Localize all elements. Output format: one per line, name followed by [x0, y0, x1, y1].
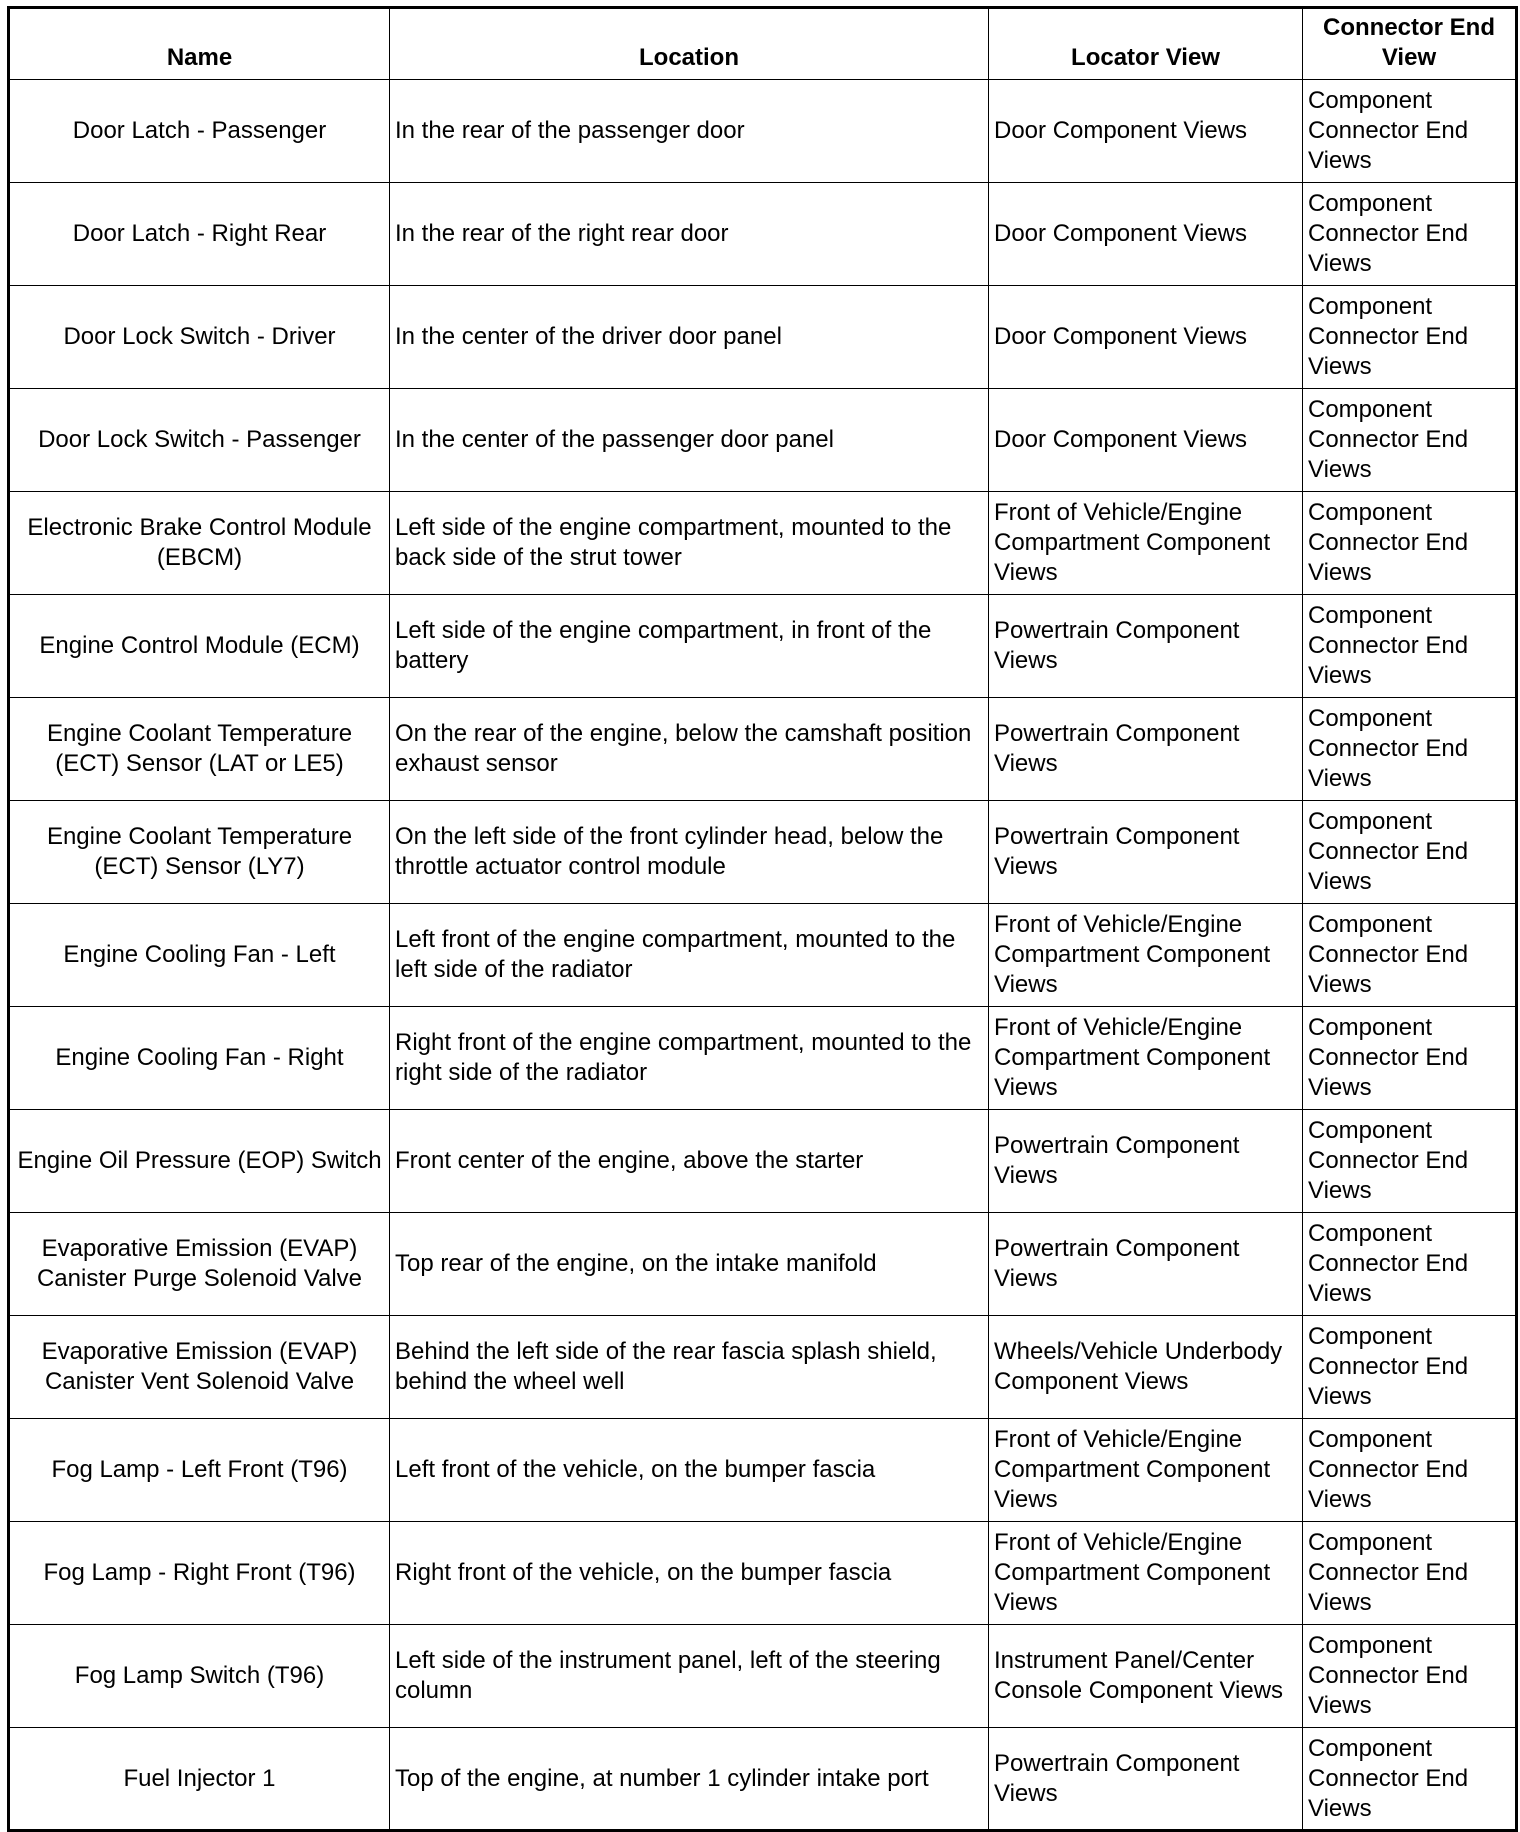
cell-location: Left side of the engine compartment, in front of the battery	[390, 595, 989, 698]
table-row	[9, 1625, 1517, 1728]
cell-location: On the left side of the front cylinder head, below the throttle actuator control module	[390, 801, 989, 904]
cell-name: Engine Coolant Temperature (ECT) Sensor (LAT or LE5)	[9, 698, 390, 801]
cell-name: Door Lock Switch - Driver	[9, 286, 390, 389]
cell-location: In the center of the passenger door panel	[390, 389, 989, 492]
cell-connector-end-view: Component Connector End Views	[1303, 801, 1517, 904]
cell-location: Top of the engine, at number 1 cylinder intake port	[390, 1728, 989, 1831]
cell-connector-end-view: Component Connector End Views	[1303, 1728, 1517, 1831]
cell-connector-end-view: Component Connector End Views	[1303, 183, 1517, 286]
cell-connector-end-view: Component Connector End Views	[1303, 389, 1517, 492]
cell-name: Fog Lamp Switch (T96)	[9, 1625, 390, 1728]
cell-connector-end-view: Component Connector End Views	[1303, 1419, 1517, 1522]
cell-connector-end-view: Component Connector End Views	[1303, 698, 1517, 801]
table-row	[9, 595, 1517, 698]
table-row	[9, 80, 1517, 183]
cell-location: Top rear of the engine, on the intake manifold	[390, 1213, 989, 1316]
cell-locator-view: Instrument Panel/Center Console Component Views	[989, 1625, 1303, 1728]
cell-connector-end-view: Component Connector End Views	[1303, 1110, 1517, 1213]
cell-name: Electronic Brake Control Module (EBCM)	[9, 492, 390, 595]
table-body	[9, 80, 1517, 1831]
cell-locator-view: Powertrain Component Views	[989, 801, 1303, 904]
cell-connector-end-view: Component Connector End Views	[1303, 286, 1517, 389]
cell-name: Engine Cooling Fan - Left	[9, 904, 390, 1007]
table-row	[9, 1007, 1517, 1110]
cell-connector-end-view: Component Connector End Views	[1303, 1213, 1517, 1316]
cell-location: In the center of the driver door panel	[390, 286, 989, 389]
table-row	[9, 1419, 1517, 1522]
cell-locator-view: Front of Vehicle/Engine Compartment Component Views	[989, 1522, 1303, 1625]
table-row	[9, 1110, 1517, 1213]
cell-location: Behind the left side of the rear fascia splash shield, behind the wheel well	[390, 1316, 989, 1419]
table-row	[9, 1522, 1517, 1625]
cell-locator-view: Front of Vehicle/Engine Compartment Component Views	[989, 904, 1303, 1007]
cell-locator-view: Front of Vehicle/Engine Compartment Component Views	[989, 492, 1303, 595]
cell-locator-view: Powertrain Component Views	[989, 698, 1303, 801]
cell-connector-end-view: Component Connector End Views	[1303, 80, 1517, 183]
cell-name: Fog Lamp - Right Front (T96)	[9, 1522, 390, 1625]
cell-name: Engine Oil Pressure (EOP) Switch	[9, 1110, 390, 1213]
header-connector-end-view: Connector End View	[1303, 8, 1517, 80]
cell-name: Door Latch - Right Rear	[9, 183, 390, 286]
cell-location: Front center of the engine, above the starter	[390, 1110, 989, 1213]
table-row	[9, 1316, 1517, 1419]
cell-location: In the rear of the passenger door	[390, 80, 989, 183]
cell-name: Fuel Injector 1	[9, 1728, 390, 1831]
cell-locator-view: Door Component Views	[989, 389, 1303, 492]
table-row	[9, 183, 1517, 286]
table-row	[9, 698, 1517, 801]
cell-location: In the rear of the right rear door	[390, 183, 989, 286]
cell-connector-end-view: Component Connector End Views	[1303, 1316, 1517, 1419]
header-locator-view: Locator View	[989, 8, 1303, 80]
cell-locator-view: Wheels/Vehicle Underbody Component Views	[989, 1316, 1303, 1419]
table-row	[9, 801, 1517, 904]
cell-location: Left front of the vehicle, on the bumper fascia	[390, 1419, 989, 1522]
cell-name: Evaporative Emission (EVAP) Canister Purge Solenoid Valve	[9, 1213, 390, 1316]
table-row	[9, 1213, 1517, 1316]
cell-connector-end-view: Component Connector End Views	[1303, 1007, 1517, 1110]
cell-connector-end-view: Component Connector End Views	[1303, 492, 1517, 595]
header-name: Name	[9, 8, 390, 80]
table-row	[9, 904, 1517, 1007]
table-row	[9, 492, 1517, 595]
table-header-row	[9, 8, 1517, 80]
cell-name: Engine Control Module (ECM)	[9, 595, 390, 698]
table-row	[9, 286, 1517, 389]
cell-locator-view: Door Component Views	[989, 183, 1303, 286]
cell-connector-end-view: Component Connector End Views	[1303, 904, 1517, 1007]
component-locator-table	[7, 6, 1518, 1832]
cell-location: Left side of the engine compartment, mounted to the back side of the strut tower	[390, 492, 989, 595]
cell-name: Engine Cooling Fan - Right	[9, 1007, 390, 1110]
cell-location: Left front of the engine compartment, mounted to the left side of the radiator	[390, 904, 989, 1007]
cell-connector-end-view: Component Connector End Views	[1303, 595, 1517, 698]
header-location: Location	[390, 8, 989, 80]
cell-location: On the rear of the engine, below the camshaft position exhaust sensor	[390, 698, 989, 801]
cell-connector-end-view: Component Connector End Views	[1303, 1625, 1517, 1728]
cell-locator-view: Powertrain Component Views	[989, 1110, 1303, 1213]
cell-connector-end-view: Component Connector End Views	[1303, 1522, 1517, 1625]
cell-name: Door Latch - Passenger	[9, 80, 390, 183]
cell-locator-view: Door Component Views	[989, 80, 1303, 183]
cell-locator-view: Front of Vehicle/Engine Compartment Component Views	[989, 1419, 1303, 1522]
cell-locator-view: Door Component Views	[989, 286, 1303, 389]
cell-name: Door Lock Switch - Passenger	[9, 389, 390, 492]
cell-name: Fog Lamp - Left Front (T96)	[9, 1419, 390, 1522]
cell-location: Left side of the instrument panel, left of the steering column	[390, 1625, 989, 1728]
cell-locator-view: Front of Vehicle/Engine Compartment Component Views	[989, 1007, 1303, 1110]
cell-locator-view: Powertrain Component Views	[989, 1728, 1303, 1831]
table-row	[9, 389, 1517, 492]
cell-locator-view: Powertrain Component Views	[989, 595, 1303, 698]
cell-location: Right front of the vehicle, on the bumper fascia	[390, 1522, 989, 1625]
table-row	[9, 1728, 1517, 1831]
cell-locator-view: Powertrain Component Views	[989, 1213, 1303, 1316]
cell-name: Engine Coolant Temperature (ECT) Sensor (LY7)	[9, 801, 390, 904]
cell-name: Evaporative Emission (EVAP) Canister Vent Solenoid Valve	[9, 1316, 390, 1419]
cell-location: Right front of the engine compartment, mounted to the right side of the radiator	[390, 1007, 989, 1110]
